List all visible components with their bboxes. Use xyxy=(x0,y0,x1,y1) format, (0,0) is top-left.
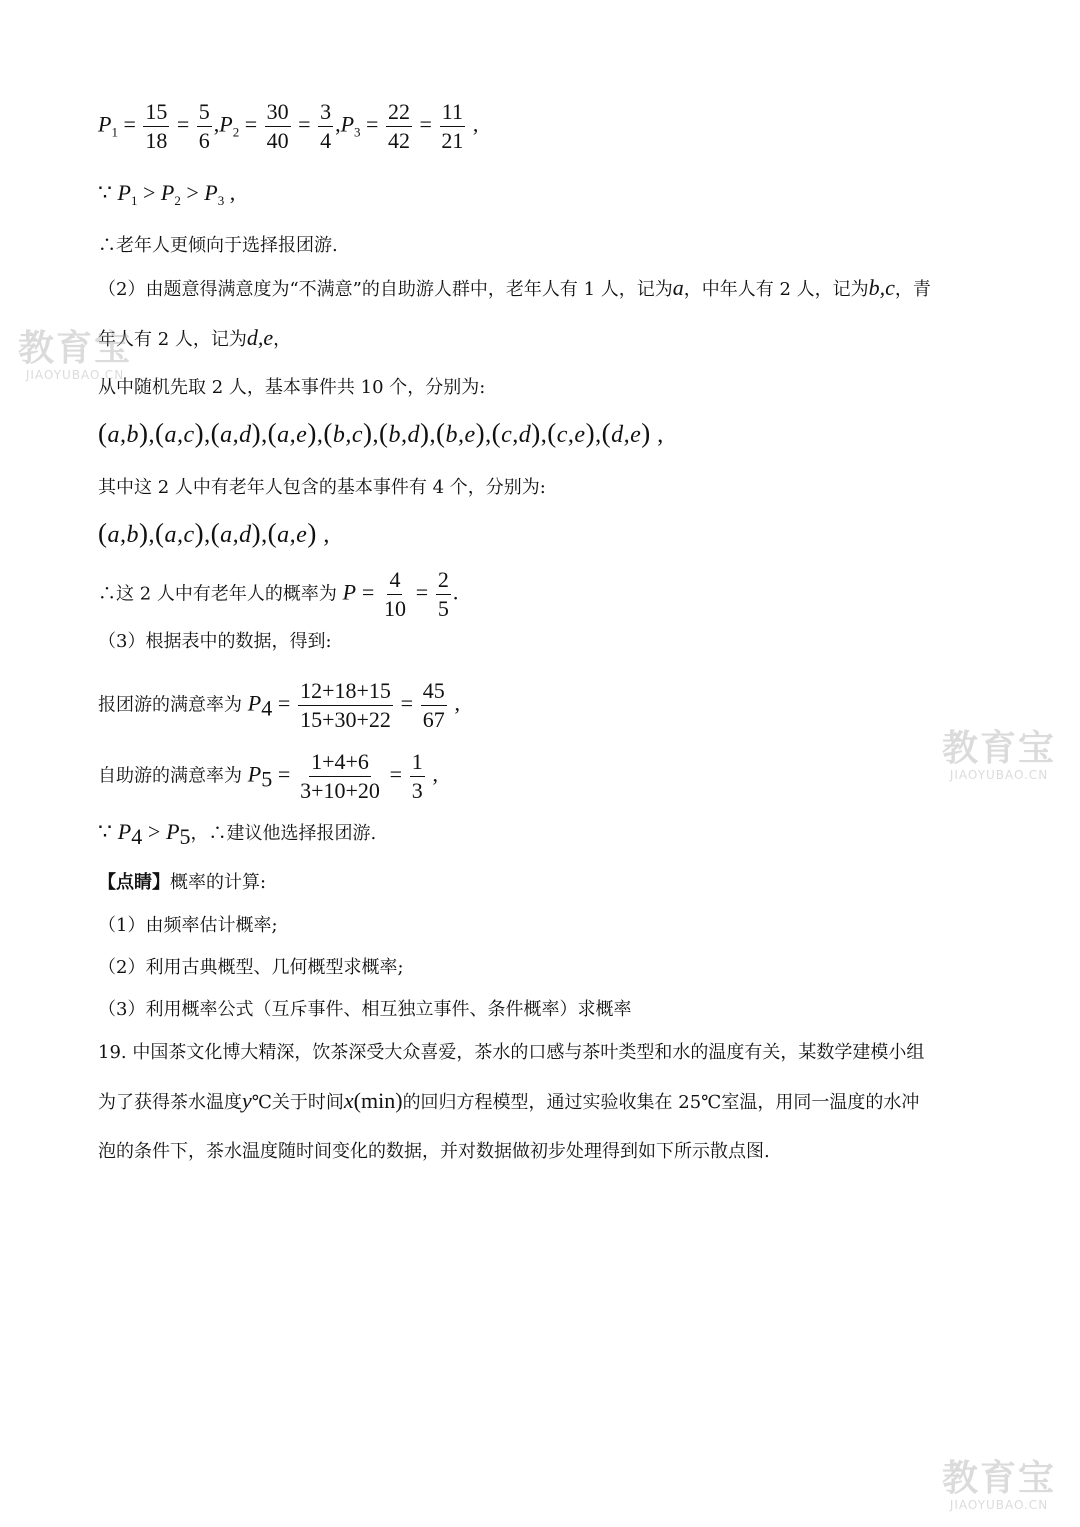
pair-item: (a,b) xyxy=(98,418,149,448)
var-p: P xyxy=(160,180,175,205)
pair-item: (b,c) xyxy=(323,418,373,448)
equals: = xyxy=(123,111,136,137)
pair-item: (c,e) xyxy=(547,418,596,448)
var-p: P xyxy=(117,819,132,844)
text: ，中年人有 2 人，记为 xyxy=(683,279,869,300)
numerator: 5 xyxy=(197,98,212,127)
dianjing-item-2: （2）利用古典概型、几何概型求概率; xyxy=(98,957,404,978)
fraction-30-40 xyxy=(265,98,291,155)
part2-line-1 xyxy=(98,276,931,302)
text: 自助游的满意率为 xyxy=(98,765,242,787)
fraction-4-10 xyxy=(382,566,408,623)
pair-item: (d,e) xyxy=(601,418,651,448)
fraction-5-6 xyxy=(197,98,212,155)
pairs-list-4: (a,b),(a,c),(a,d),(a,e) , xyxy=(98,518,330,548)
watermark-text: 教育宝 xyxy=(942,1458,1057,1499)
fraction-1-3 xyxy=(410,748,425,805)
dianjing-item-1: （1）由频率估计概率; xyxy=(98,915,278,936)
sub-2: 2 xyxy=(232,124,240,140)
numerator: 15 xyxy=(143,98,169,127)
dianjing-label: 【点睛】 xyxy=(98,872,170,893)
sub-1: 1 xyxy=(130,193,138,208)
numerator: 2 xyxy=(436,566,451,595)
because-symbol: ∵ xyxy=(98,819,112,844)
equals: = xyxy=(361,579,375,605)
var-x: x xyxy=(343,1088,354,1113)
pair-item: (a,d) xyxy=(210,518,262,548)
var-p: P xyxy=(340,111,355,137)
equals: = xyxy=(298,111,311,137)
formula-p1-p2-p3 xyxy=(98,98,478,155)
denominator: 3 xyxy=(411,778,423,803)
pair-item: (a,e) xyxy=(267,518,317,548)
text: ， xyxy=(273,329,292,350)
denominator: 18 xyxy=(145,128,168,153)
sub-3: 3 xyxy=(354,124,361,140)
fraction-p4-sum xyxy=(298,677,393,734)
comma: , xyxy=(213,111,220,137)
fraction-15-18 xyxy=(143,98,169,155)
var-p: P xyxy=(219,111,233,137)
comma: , xyxy=(472,111,479,137)
suggest-line xyxy=(98,820,376,849)
contain-line: 其中这 2 人中有老年人包含的基本事件有 4 个，分别为: xyxy=(98,477,546,498)
var-p: P xyxy=(117,180,131,205)
sub-4: 4 xyxy=(131,824,143,849)
var-de: d,e xyxy=(246,325,274,350)
fraction-11-21 xyxy=(439,98,465,155)
conclusion-line-1: ∴老年人更倾向于选择报团游. xyxy=(98,235,338,256)
because-symbol: ∵ xyxy=(98,180,112,205)
text: 为了获得茶水温度 xyxy=(98,1092,242,1113)
watermark-url: JIAOYUBAO.CN xyxy=(949,768,1049,782)
var-y: y xyxy=(242,1088,252,1113)
equals: = xyxy=(366,111,379,137)
sub-1: 1 xyxy=(111,124,118,140)
denominator: 5 xyxy=(437,596,449,621)
fraction-p5-sum xyxy=(298,748,382,805)
watermark-logo xyxy=(942,730,1056,782)
var-p: P xyxy=(342,579,357,605)
equals: = xyxy=(389,761,403,787)
pair-item: (a,d) xyxy=(210,418,262,448)
text: 年人有 2 人，记为 xyxy=(98,329,247,350)
fraction-2-5 xyxy=(436,566,451,623)
compare-p1-p2-p3 xyxy=(98,181,235,213)
equals: = xyxy=(419,111,432,137)
fraction-22-42 xyxy=(386,98,412,155)
sub-5: 5 xyxy=(179,824,191,849)
equals: = xyxy=(277,690,291,716)
text: （2）由题意得满意度为“不满意”的自助游人群中，老年人有 1 人，记为 xyxy=(98,279,673,300)
text: 报团游的满意率为 xyxy=(98,694,242,716)
p5-line xyxy=(98,748,438,805)
pair-item: (a,e) xyxy=(267,418,317,448)
var-p: P xyxy=(204,180,218,205)
probability-line xyxy=(98,566,458,623)
choose-line: 从中随机先取 2 人，基本事件共 10 个，分别为: xyxy=(98,377,486,398)
denominator: 4 xyxy=(320,128,332,153)
equals: = xyxy=(244,111,258,137)
comma: , xyxy=(432,761,439,787)
p4-line xyxy=(98,677,460,734)
comma: , xyxy=(454,690,461,716)
fraction-45-67 xyxy=(421,677,447,734)
denominator: 40 xyxy=(266,128,289,153)
sub-5: 5 xyxy=(261,766,273,792)
numerator: 4 xyxy=(387,566,402,595)
greater-than: > xyxy=(147,819,161,844)
denominator: 67 xyxy=(422,707,445,732)
period: . xyxy=(452,579,459,605)
var-p: P xyxy=(247,690,262,716)
denominator: 21 xyxy=(441,128,464,153)
equals: = xyxy=(415,579,429,605)
watermark-url: JIAOYUBAO.CN xyxy=(949,1498,1049,1512)
denominator: 15+30+22 xyxy=(300,707,391,732)
watermark-url: JIAOYUBAO.CN xyxy=(25,368,125,382)
numerator: 11 xyxy=(440,98,465,127)
dianjing-item-3: （3）利用概率公式（互斥事件、相互独立事件、条件概率）求概率 xyxy=(98,999,632,1020)
pairs-list-10: (a,b),(a,c),(a,d),(a,e),(b,c),(b,d),(b,e),(c,d),(c,e),(d,e) , xyxy=(98,418,664,448)
var-bc: b,c xyxy=(868,275,895,300)
var-p: P xyxy=(98,111,112,137)
sub-2: 2 xyxy=(174,193,181,208)
watermark-text: 教育宝 xyxy=(18,328,133,369)
denominator: 10 xyxy=(383,596,406,621)
q19-line-1: 19. 中国茶文化博大精深，饮茶深受大众喜爱，茶水的口感与茶叶类型和水的温度有关，某数学建模小组 xyxy=(98,1042,925,1063)
pair-item: (b,d) xyxy=(378,418,430,448)
watermark-logo xyxy=(942,1460,1056,1512)
numerator: 1 xyxy=(410,748,425,777)
watermark-logo xyxy=(18,330,132,382)
dianjing-line xyxy=(98,871,266,895)
q19-line-3: 泡的条件下，茶水温度随时间变化的数据，并对数据做初步处理得到如下所示散点图. xyxy=(98,1141,770,1162)
var-a: a xyxy=(672,275,684,300)
denominator: 3+10+20 xyxy=(300,778,380,803)
var-p: P xyxy=(166,819,180,844)
text: ℃关于时间 xyxy=(251,1092,344,1113)
comma: , xyxy=(229,180,236,205)
sub-4: 4 xyxy=(261,695,273,721)
part3-line: （3）根据表中的数据，得到: xyxy=(98,631,332,652)
numerator: 22 xyxy=(386,98,412,127)
numerator: 30 xyxy=(265,98,291,127)
numerator: 12+18+15 xyxy=(298,677,393,706)
watermark-text: 教育宝 xyxy=(942,728,1057,769)
pair-item: (b,e) xyxy=(435,418,486,448)
greater-than: > xyxy=(186,180,199,205)
text: ，∴建议他选择报团游. xyxy=(190,823,377,844)
pair-item: (a,c) xyxy=(155,518,205,548)
text: ，青 xyxy=(894,279,931,300)
equals: = xyxy=(277,761,291,787)
text: 概率的计算: xyxy=(170,872,267,893)
pair-item: (a,c) xyxy=(155,418,205,448)
fraction-3-4 xyxy=(318,98,333,155)
greater-than: > xyxy=(142,180,156,205)
pair-item: (c,d) xyxy=(491,418,541,448)
sub-3: 3 xyxy=(217,193,225,208)
q19-line-2 xyxy=(98,1089,919,1115)
equals: = xyxy=(176,111,190,137)
equals: = xyxy=(400,690,414,716)
comma: , xyxy=(335,111,341,137)
unit-min: (min) xyxy=(353,1088,403,1113)
numerator: 45 xyxy=(421,677,447,706)
denominator: 6 xyxy=(198,128,210,153)
text: 的回归方程模型，通过实验收集在 25℃室温，用同一温度的水冲 xyxy=(402,1092,920,1113)
text: ∴这 2 人中有老年人的概率为 xyxy=(98,583,337,605)
pair-item: (a,b) xyxy=(98,518,149,548)
denominator: 42 xyxy=(387,128,410,153)
numerator: 1+4+6 xyxy=(309,748,371,777)
numerator: 3 xyxy=(318,98,333,127)
var-p: P xyxy=(247,761,262,787)
